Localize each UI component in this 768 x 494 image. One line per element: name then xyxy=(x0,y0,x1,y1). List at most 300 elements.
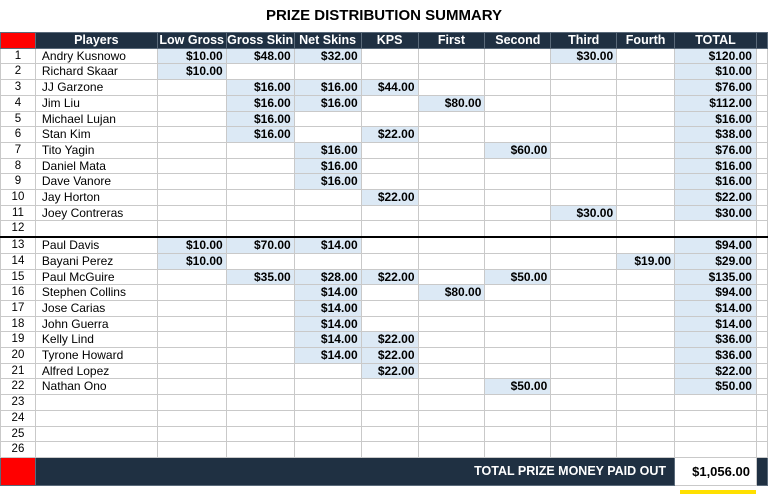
net-skins-cell[interactable] xyxy=(294,442,361,458)
header-second[interactable]: Second xyxy=(485,33,551,49)
fourth-cell[interactable] xyxy=(617,190,675,206)
kps-cell[interactable] xyxy=(361,237,418,253)
extra-cell[interactable] xyxy=(756,253,767,269)
fourth-cell[interactable] xyxy=(617,426,675,442)
fourth-cell[interactable] xyxy=(617,221,675,237)
net-skins-cell[interactable]: $14.00 xyxy=(294,316,361,332)
extra-cell[interactable] xyxy=(756,269,767,285)
second-cell[interactable] xyxy=(485,158,551,174)
kps-cell[interactable] xyxy=(361,205,418,221)
kps-cell[interactable] xyxy=(361,410,418,426)
row-number[interactable]: 8 xyxy=(1,158,36,174)
low-gross-cell[interactable] xyxy=(157,127,226,143)
total-cell[interactable]: $50.00 xyxy=(675,379,757,395)
total-cell[interactable]: $135.00 xyxy=(675,269,757,285)
second-cell[interactable] xyxy=(485,190,551,206)
first-cell[interactable]: $80.00 xyxy=(418,285,485,301)
gross-skin-cell[interactable]: $16.00 xyxy=(226,127,294,143)
player-name-cell[interactable] xyxy=(35,395,157,411)
player-name-cell[interactable]: Paul Davis xyxy=(35,237,157,253)
net-skins-cell[interactable] xyxy=(294,64,361,80)
low-gross-cell[interactable] xyxy=(157,300,226,316)
gross-skin-cell[interactable] xyxy=(226,363,294,379)
third-cell[interactable] xyxy=(551,158,617,174)
total-cell[interactable] xyxy=(675,426,757,442)
first-cell[interactable] xyxy=(418,80,485,96)
low-gross-cell[interactable] xyxy=(157,221,226,237)
third-cell[interactable] xyxy=(551,174,617,190)
total-cell[interactable] xyxy=(675,410,757,426)
gross-skin-cell[interactable]: $16.00 xyxy=(226,95,294,111)
row-number[interactable]: 24 xyxy=(1,410,36,426)
fourth-cell[interactable] xyxy=(617,158,675,174)
net-skins-cell[interactable]: $14.00 xyxy=(294,348,361,364)
low-gross-cell[interactable] xyxy=(157,395,226,411)
row-number[interactable]: 14 xyxy=(1,253,36,269)
low-gross-cell[interactable] xyxy=(157,95,226,111)
extra-cell[interactable] xyxy=(756,142,767,158)
total-cell[interactable]: $36.00 xyxy=(675,332,757,348)
low-gross-cell[interactable] xyxy=(157,442,226,458)
second-cell[interactable] xyxy=(485,80,551,96)
header-net-skins[interactable]: Net Skins xyxy=(294,33,361,49)
net-skins-cell[interactable]: $16.00 xyxy=(294,80,361,96)
extra-cell[interactable] xyxy=(756,426,767,442)
kps-cell[interactable]: $22.00 xyxy=(361,190,418,206)
third-cell[interactable] xyxy=(551,111,617,127)
first-cell[interactable] xyxy=(418,363,485,379)
second-cell[interactable] xyxy=(485,348,551,364)
second-cell[interactable] xyxy=(485,316,551,332)
player-name-cell[interactable]: Stan Kim xyxy=(35,127,157,143)
third-cell[interactable] xyxy=(551,395,617,411)
extra-cell[interactable] xyxy=(756,221,767,237)
second-cell[interactable] xyxy=(485,285,551,301)
fourth-cell[interactable] xyxy=(617,95,675,111)
net-skins-cell[interactable] xyxy=(294,395,361,411)
kps-cell[interactable] xyxy=(361,158,418,174)
first-cell[interactable] xyxy=(418,348,485,364)
first-cell[interactable] xyxy=(418,64,485,80)
row-number[interactable]: 25 xyxy=(1,426,36,442)
fourth-cell[interactable] xyxy=(617,64,675,80)
extra-cell[interactable] xyxy=(756,300,767,316)
fourth-cell[interactable]: $19.00 xyxy=(617,253,675,269)
low-gross-cell[interactable] xyxy=(157,80,226,96)
player-name-cell[interactable]: Kelly Lind xyxy=(35,332,157,348)
second-cell[interactable]: $60.00 xyxy=(485,142,551,158)
header-total[interactable]: TOTAL xyxy=(675,33,757,49)
third-cell[interactable] xyxy=(551,127,617,143)
player-name-cell[interactable] xyxy=(35,410,157,426)
net-skins-cell[interactable] xyxy=(294,221,361,237)
player-name-cell[interactable]: Bayani Perez xyxy=(35,253,157,269)
third-cell[interactable] xyxy=(551,348,617,364)
first-cell[interactable]: $80.00 xyxy=(418,95,485,111)
total-cell[interactable]: $94.00 xyxy=(675,285,757,301)
total-cell[interactable]: $38.00 xyxy=(675,127,757,143)
first-cell[interactable] xyxy=(418,332,485,348)
player-name-cell[interactable]: Stephen Collins xyxy=(35,285,157,301)
second-cell[interactable] xyxy=(485,300,551,316)
total-cell[interactable]: $112.00 xyxy=(675,95,757,111)
gross-skin-cell[interactable]: $70.00 xyxy=(226,237,294,253)
extra-cell[interactable] xyxy=(756,348,767,364)
third-cell[interactable] xyxy=(551,253,617,269)
gross-skin-cell[interactable] xyxy=(226,174,294,190)
total-cell[interactable]: $94.00 xyxy=(675,237,757,253)
second-cell[interactable] xyxy=(485,253,551,269)
kps-cell[interactable] xyxy=(361,48,418,64)
player-name-cell[interactable]: Andry Kusnowo xyxy=(35,48,157,64)
fourth-cell[interactable] xyxy=(617,127,675,143)
row-number[interactable]: 5 xyxy=(1,111,36,127)
third-cell[interactable] xyxy=(551,221,617,237)
first-cell[interactable] xyxy=(418,237,485,253)
fourth-cell[interactable] xyxy=(617,363,675,379)
low-gross-cell[interactable] xyxy=(157,316,226,332)
second-cell[interactable] xyxy=(485,174,551,190)
total-cell[interactable]: $16.00 xyxy=(675,174,757,190)
low-gross-cell[interactable] xyxy=(157,205,226,221)
fourth-cell[interactable] xyxy=(617,269,675,285)
fourth-cell[interactable] xyxy=(617,442,675,458)
player-name-cell[interactable]: Richard Skaar xyxy=(35,64,157,80)
row-number[interactable]: 1 xyxy=(1,48,36,64)
kps-cell[interactable] xyxy=(361,300,418,316)
total-cell[interactable]: $120.00 xyxy=(675,48,757,64)
first-cell[interactable] xyxy=(418,426,485,442)
kps-cell[interactable]: $44.00 xyxy=(361,80,418,96)
extra-cell[interactable] xyxy=(756,285,767,301)
row-number[interactable]: 12 xyxy=(1,221,36,237)
third-cell[interactable] xyxy=(551,269,617,285)
low-gross-cell[interactable] xyxy=(157,190,226,206)
third-cell[interactable] xyxy=(551,442,617,458)
player-name-cell[interactable] xyxy=(35,221,157,237)
third-cell[interactable] xyxy=(551,363,617,379)
net-skins-cell[interactable]: $28.00 xyxy=(294,269,361,285)
row-number[interactable]: 26 xyxy=(1,442,36,458)
gross-skin-cell[interactable] xyxy=(226,142,294,158)
second-cell[interactable] xyxy=(485,410,551,426)
row-number[interactable]: 10 xyxy=(1,190,36,206)
total-cell[interactable]: $16.00 xyxy=(675,158,757,174)
total-cell[interactable] xyxy=(675,395,757,411)
kps-cell[interactable]: $22.00 xyxy=(361,127,418,143)
net-skins-cell[interactable]: $14.00 xyxy=(294,237,361,253)
row-number[interactable]: 19 xyxy=(1,332,36,348)
gross-skin-cell[interactable] xyxy=(226,426,294,442)
third-cell[interactable] xyxy=(551,410,617,426)
player-name-cell[interactable]: Daniel Mata xyxy=(35,158,157,174)
low-gross-cell[interactable]: $10.00 xyxy=(157,237,226,253)
low-gross-cell[interactable] xyxy=(157,285,226,301)
extra-cell[interactable] xyxy=(756,332,767,348)
row-number[interactable]: 16 xyxy=(1,285,36,301)
fourth-cell[interactable] xyxy=(617,332,675,348)
extra-cell[interactable] xyxy=(756,127,767,143)
gross-skin-cell[interactable] xyxy=(226,221,294,237)
third-cell[interactable] xyxy=(551,332,617,348)
first-cell[interactable] xyxy=(418,158,485,174)
kps-cell[interactable] xyxy=(361,253,418,269)
player-name-cell[interactable]: Michael Lujan xyxy=(35,111,157,127)
third-cell[interactable]: $30.00 xyxy=(551,205,617,221)
extra-cell[interactable] xyxy=(756,379,767,395)
header-fourth[interactable]: Fourth xyxy=(617,33,675,49)
header-first[interactable]: First xyxy=(418,33,485,49)
extra-cell[interactable] xyxy=(756,95,767,111)
kps-cell[interactable]: $22.00 xyxy=(361,348,418,364)
second-cell[interactable] xyxy=(485,363,551,379)
total-cell[interactable]: $14.00 xyxy=(675,316,757,332)
player-name-cell[interactable]: John Guerra xyxy=(35,316,157,332)
net-skins-cell[interactable] xyxy=(294,363,361,379)
extra-cell[interactable] xyxy=(756,111,767,127)
third-cell[interactable] xyxy=(551,190,617,206)
third-cell[interactable] xyxy=(551,379,617,395)
kps-cell[interactable] xyxy=(361,395,418,411)
extra-cell[interactable] xyxy=(756,442,767,458)
low-gross-cell[interactable] xyxy=(157,158,226,174)
first-cell[interactable] xyxy=(418,190,485,206)
player-name-cell[interactable] xyxy=(35,442,157,458)
third-cell[interactable]: $30.00 xyxy=(551,48,617,64)
extra-cell[interactable] xyxy=(756,80,767,96)
low-gross-cell[interactable] xyxy=(157,111,226,127)
extra-cell[interactable] xyxy=(756,205,767,221)
first-cell[interactable] xyxy=(418,48,485,64)
gross-skin-cell[interactable] xyxy=(226,442,294,458)
first-cell[interactable] xyxy=(418,300,485,316)
gross-skin-cell[interactable]: $48.00 xyxy=(226,48,294,64)
third-cell[interactable] xyxy=(551,300,617,316)
net-skins-cell[interactable]: $14.00 xyxy=(294,332,361,348)
header-kps[interactable]: KPS xyxy=(361,33,418,49)
player-name-cell[interactable]: Joey Contreras xyxy=(35,205,157,221)
row-number[interactable]: 23 xyxy=(1,395,36,411)
net-skins-cell[interactable] xyxy=(294,410,361,426)
net-skins-cell[interactable] xyxy=(294,111,361,127)
second-cell[interactable] xyxy=(485,332,551,348)
extra-cell[interactable] xyxy=(756,410,767,426)
extra-cell[interactable] xyxy=(756,64,767,80)
kps-cell[interactable] xyxy=(361,95,418,111)
fourth-cell[interactable] xyxy=(617,174,675,190)
first-cell[interactable] xyxy=(418,395,485,411)
total-cell[interactable]: $22.00 xyxy=(675,190,757,206)
total-cell[interactable]: $29.00 xyxy=(675,253,757,269)
gross-skin-cell[interactable] xyxy=(226,190,294,206)
low-gross-cell[interactable] xyxy=(157,410,226,426)
first-cell[interactable] xyxy=(418,221,485,237)
kps-cell[interactable]: $22.00 xyxy=(361,332,418,348)
net-skins-cell[interactable] xyxy=(294,190,361,206)
gross-skin-cell[interactable] xyxy=(226,379,294,395)
total-cell[interactable]: $14.00 xyxy=(675,300,757,316)
net-skins-cell[interactable]: $16.00 xyxy=(294,158,361,174)
total-cell[interactable]: $36.00 xyxy=(675,348,757,364)
header-players[interactable]: Players xyxy=(35,33,157,49)
fourth-cell[interactable] xyxy=(617,80,675,96)
third-cell[interactable] xyxy=(551,95,617,111)
fourth-cell[interactable] xyxy=(617,348,675,364)
player-name-cell[interactable]: Dave Vanore xyxy=(35,174,157,190)
net-skins-cell[interactable]: $14.00 xyxy=(294,285,361,301)
row-number[interactable]: 15 xyxy=(1,269,36,285)
first-cell[interactable] xyxy=(418,269,485,285)
low-gross-cell[interactable]: $10.00 xyxy=(157,64,226,80)
player-name-cell[interactable]: Jay Horton xyxy=(35,190,157,206)
total-cell[interactable]: $16.00 xyxy=(675,111,757,127)
extra-cell[interactable] xyxy=(756,158,767,174)
fourth-cell[interactable] xyxy=(617,142,675,158)
extra-cell[interactable] xyxy=(756,237,767,253)
net-skins-cell[interactable]: $16.00 xyxy=(294,174,361,190)
row-number[interactable]: 20 xyxy=(1,348,36,364)
second-cell[interactable] xyxy=(485,111,551,127)
grand-total-value[interactable]: $1,056.00 xyxy=(675,457,757,485)
first-cell[interactable] xyxy=(418,253,485,269)
row-number[interactable]: 21 xyxy=(1,363,36,379)
gross-skin-cell[interactable]: $16.00 xyxy=(226,111,294,127)
player-name-cell[interactable]: JJ Garzone xyxy=(35,80,157,96)
gross-skin-cell[interactable] xyxy=(226,300,294,316)
kps-cell[interactable] xyxy=(361,64,418,80)
kps-cell[interactable] xyxy=(361,221,418,237)
first-cell[interactable] xyxy=(418,205,485,221)
low-gross-cell[interactable] xyxy=(157,363,226,379)
header-gross-skin[interactable]: Gross Skin xyxy=(227,33,294,47)
row-number[interactable]: 17 xyxy=(1,300,36,316)
gross-skin-cell[interactable]: $16.00 xyxy=(226,80,294,96)
fourth-cell[interactable] xyxy=(617,300,675,316)
fourth-cell[interactable] xyxy=(617,111,675,127)
second-cell[interactable] xyxy=(485,205,551,221)
gross-skin-cell[interactable] xyxy=(226,158,294,174)
total-cell[interactable]: $76.00 xyxy=(675,142,757,158)
low-gross-cell[interactable] xyxy=(157,174,226,190)
player-name-cell[interactable] xyxy=(35,426,157,442)
low-gross-cell[interactable] xyxy=(157,142,226,158)
player-name-cell[interactable]: Jose Carias xyxy=(35,300,157,316)
third-cell[interactable] xyxy=(551,237,617,253)
kps-cell[interactable] xyxy=(361,426,418,442)
row-number[interactable]: 2 xyxy=(1,64,36,80)
gross-skin-cell[interactable] xyxy=(226,395,294,411)
fourth-cell[interactable] xyxy=(617,316,675,332)
first-cell[interactable] xyxy=(418,127,485,143)
third-cell[interactable] xyxy=(551,285,617,301)
extra-cell[interactable] xyxy=(756,190,767,206)
second-cell[interactable] xyxy=(485,48,551,64)
kps-cell[interactable] xyxy=(361,316,418,332)
gross-skin-cell[interactable] xyxy=(226,285,294,301)
second-cell[interactable]: $50.00 xyxy=(485,379,551,395)
player-name-cell[interactable]: Nathan Ono xyxy=(35,379,157,395)
low-gross-cell[interactable] xyxy=(157,348,226,364)
net-skins-cell[interactable]: $16.00 xyxy=(294,95,361,111)
first-cell[interactable] xyxy=(418,111,485,127)
row-number[interactable]: 7 xyxy=(1,142,36,158)
second-cell[interactable] xyxy=(485,237,551,253)
net-skins-cell[interactable] xyxy=(294,253,361,269)
first-cell[interactable] xyxy=(418,316,485,332)
low-gross-cell[interactable] xyxy=(157,269,226,285)
kps-cell[interactable] xyxy=(361,174,418,190)
kps-cell[interactable] xyxy=(361,111,418,127)
gross-skin-cell[interactable]: $35.00 xyxy=(226,269,294,285)
low-gross-cell[interactable] xyxy=(157,426,226,442)
total-cell[interactable] xyxy=(675,221,757,237)
row-number[interactable]: 9 xyxy=(1,174,36,190)
first-cell[interactable] xyxy=(418,174,485,190)
row-number[interactable]: 4 xyxy=(1,95,36,111)
kps-cell[interactable] xyxy=(361,285,418,301)
total-cell[interactable]: $30.00 xyxy=(675,205,757,221)
extra-cell[interactable] xyxy=(756,316,767,332)
gross-skin-cell[interactable] xyxy=(226,410,294,426)
kps-cell[interactable] xyxy=(361,442,418,458)
net-skins-cell[interactable] xyxy=(294,379,361,395)
fourth-cell[interactable] xyxy=(617,237,675,253)
net-skins-cell[interactable] xyxy=(294,426,361,442)
third-cell[interactable] xyxy=(551,426,617,442)
extra-cell[interactable] xyxy=(756,363,767,379)
second-cell[interactable]: $50.00 xyxy=(485,269,551,285)
gross-skin-cell[interactable] xyxy=(226,205,294,221)
second-cell[interactable] xyxy=(485,221,551,237)
player-name-cell[interactable]: Tito Yagin xyxy=(35,142,157,158)
fourth-cell[interactable] xyxy=(617,410,675,426)
extra-cell[interactable] xyxy=(756,395,767,411)
net-skins-cell[interactable]: $32.00 xyxy=(294,48,361,64)
low-gross-cell[interactable]: $10.00 xyxy=(157,48,226,64)
net-skins-cell[interactable] xyxy=(294,205,361,221)
fourth-cell[interactable] xyxy=(617,48,675,64)
gross-skin-cell[interactable] xyxy=(226,348,294,364)
total-cell[interactable]: $22.00 xyxy=(675,363,757,379)
first-cell[interactable] xyxy=(418,379,485,395)
third-cell[interactable] xyxy=(551,64,617,80)
player-name-cell[interactable]: Tyrone Howard xyxy=(35,348,157,364)
third-cell[interactable] xyxy=(551,142,617,158)
first-cell[interactable] xyxy=(418,442,485,458)
kps-cell[interactable] xyxy=(361,142,418,158)
total-cell[interactable]: $10.00 xyxy=(675,64,757,80)
kps-cell[interactable]: $22.00 xyxy=(361,269,418,285)
second-cell[interactable] xyxy=(485,95,551,111)
player-name-cell[interactable]: Alfred Lopez xyxy=(35,363,157,379)
low-gross-cell[interactable] xyxy=(157,332,226,348)
low-gross-cell[interactable]: $10.00 xyxy=(157,253,226,269)
third-cell[interactable] xyxy=(551,316,617,332)
gross-skin-cell[interactable] xyxy=(226,332,294,348)
net-skins-cell[interactable]: $14.00 xyxy=(294,300,361,316)
row-number[interactable]: 18 xyxy=(1,316,36,332)
second-cell[interactable] xyxy=(485,64,551,80)
kps-cell[interactable] xyxy=(361,379,418,395)
header-low-gross[interactable]: Low Gross xyxy=(157,33,226,49)
second-cell[interactable] xyxy=(485,127,551,143)
fourth-cell[interactable] xyxy=(617,205,675,221)
second-cell[interactable] xyxy=(485,442,551,458)
row-number[interactable]: 11 xyxy=(1,205,36,221)
extra-cell[interactable] xyxy=(756,174,767,190)
first-cell[interactable] xyxy=(418,142,485,158)
extra-cell[interactable] xyxy=(756,48,767,64)
